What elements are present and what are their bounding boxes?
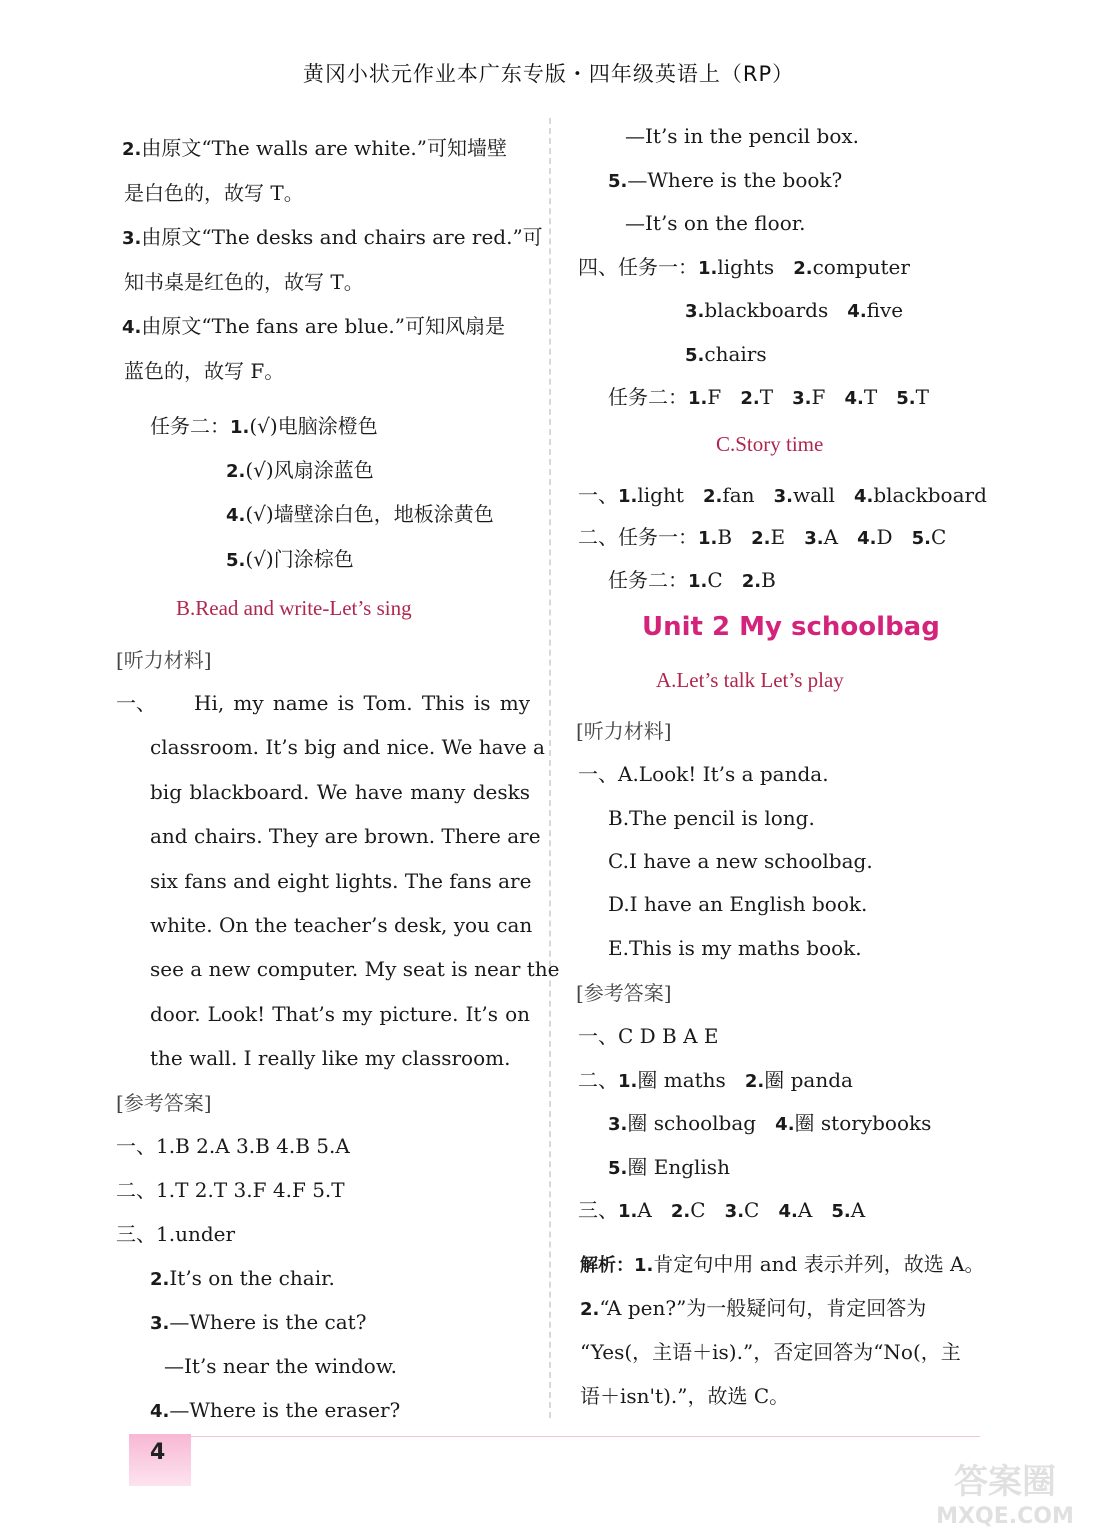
jiexi-2b: “Yes(，主语＋is).”，否定回答为“No(，主 (580, 1340, 961, 1364)
left-r4-b: 蓝色的，故写 F。 (124, 359, 285, 383)
listening-label-right: [听力材料] (576, 719, 672, 743)
right-s4-a: —It’s in the pencil box. (625, 124, 860, 148)
jiexi-1: 解析：1.肯定句中用 and 表示并列，故选 A。 (580, 1252, 985, 1276)
task2-line-2: 2.(√)风扇涂蓝色 (226, 458, 374, 482)
answer-er: 二、1.T 2.T 3.F 4.F 5.T (116, 1178, 345, 1202)
c-er2-row: 任务二：1.C 2.B (608, 568, 776, 592)
task2-line-5: 5.(√)门涂棕色 (226, 547, 354, 571)
ans-right-er-5: 5.圈 English (608, 1155, 730, 1179)
section-b-title: B.Read and write-Let’s sing (176, 596, 412, 620)
passage-line-3: big blackboard. We have many desks (150, 780, 530, 804)
answer-san-3a: —It’s near the window. (164, 1354, 397, 1378)
ans-right-er-1: 二、1.圈 maths 2.圈 panda (578, 1068, 853, 1092)
listen-b: B.The pencil is long. (608, 806, 815, 830)
ans-right-er-3: 3.圈 schoolbag 4.圈 storybooks (608, 1111, 932, 1135)
passage-line-7: see a new computer. My seat is near the (150, 957, 560, 981)
passage-line-4: and chairs. They are brown. There are (150, 824, 541, 848)
si-task1-row1: 四、任务一：1.lights 2.computer (578, 255, 910, 279)
passage-line-8: door. Look! That’s my picture. It’s on (150, 1002, 530, 1026)
passage-line-9: the wall. I really like my classroom. (150, 1046, 511, 1070)
passage-line-5: six fans and eight lights. The fans are (150, 869, 532, 893)
left-r4-a: 4.由原文“The fans are blue.”可知风扇是 (122, 314, 506, 338)
section-c-title: C.Story time (716, 432, 824, 456)
passage-marker: 一、 (116, 691, 156, 715)
left-r3-a: 3.由原文“The desks and chairs are red.”可 (122, 225, 543, 249)
page-number: 4 (150, 1440, 166, 1465)
listen-d: D.I have an English book. (608, 892, 868, 916)
jiexi-2a: 2.“A pen?”为一般疑问句，肯定回答为 (580, 1296, 927, 1320)
watermark-line1: 答案圈 (954, 1462, 1056, 1502)
left-r2-b: 是白色的，故写 T。 (124, 181, 304, 205)
watermark-line2: MXQE.COM (936, 1504, 1074, 1529)
answer-label-right: [参考答案] (576, 981, 672, 1005)
answer-san-3q: 3.—Where is the cat? (150, 1310, 367, 1334)
passage-line-1: Hi, my name is Tom. This is my (194, 691, 530, 715)
jiexi-2c: 语＋isn't).”，故选 C。 (580, 1384, 790, 1408)
column-divider (549, 118, 551, 1418)
task2-line-4: 4.(√)墙壁涂白色，地板涂黄色 (226, 502, 494, 526)
page-header: 黄冈小状元作业本广东专版・四年级英语上（RP） (302, 62, 795, 86)
answer-san: 三、1.under (116, 1222, 236, 1246)
c-er-row: 二、任务一：1.B 2.E 3.A 4.D 5.C (578, 525, 947, 549)
answer-label-left: [参考答案] (116, 1091, 212, 1115)
left-r3-b: 知书桌是红色的，故写 T。 (124, 270, 364, 294)
passage-line-2: classroom. It’s big and nice. We have a (150, 735, 545, 759)
si-task2-row: 任务二：1.F 2.T 3.F 4.T 5.T (608, 385, 929, 409)
task2-line-1: 任务二：1.(√)电脑涂橙色 (150, 414, 378, 438)
watermark-logo (920, 1455, 1090, 1530)
answer-yi: 一、1.B 2.A 3.B 4.B 5.A (116, 1134, 350, 1158)
footer-rule (130, 1436, 980, 1437)
left-r2-a: 2.由原文“The walls are white.”可知墙壁 (122, 136, 507, 160)
unit-title: Unit 2 My schoolbag (642, 612, 940, 642)
listen-c: C.I have a new schoolbag. (608, 849, 873, 873)
section-a-title: A.Let’s talk Let’s play (656, 668, 844, 692)
answer-san-4q: 4.—Where is the eraser? (150, 1398, 401, 1422)
passage-line-6: white. On the teacher’s desk, you can (150, 913, 533, 937)
right-s5-a: —It’s on the floor. (625, 211, 806, 235)
ans-right-yi: 一、C D B A E (578, 1024, 719, 1048)
listening-label-left: [听力材料] (116, 648, 212, 672)
c-yi-row: 一、1.light 2.fan 3.wall 4.blackboard (578, 483, 987, 507)
listen-e: E.This is my maths book. (608, 936, 862, 960)
si-task1-row3: 5.chairs (685, 342, 767, 366)
si-task1-row2: 3.blackboards 4.five (685, 298, 904, 322)
listen-a: 一、A.Look! It’s a panda. (578, 762, 829, 786)
answer-san-2: 2.It’s on the chair. (150, 1266, 335, 1290)
right-s5-q: 5.—Where is the book? (608, 168, 843, 192)
ans-right-san: 三、1.A 2.C 3.C 4.A 5.A (578, 1198, 866, 1222)
